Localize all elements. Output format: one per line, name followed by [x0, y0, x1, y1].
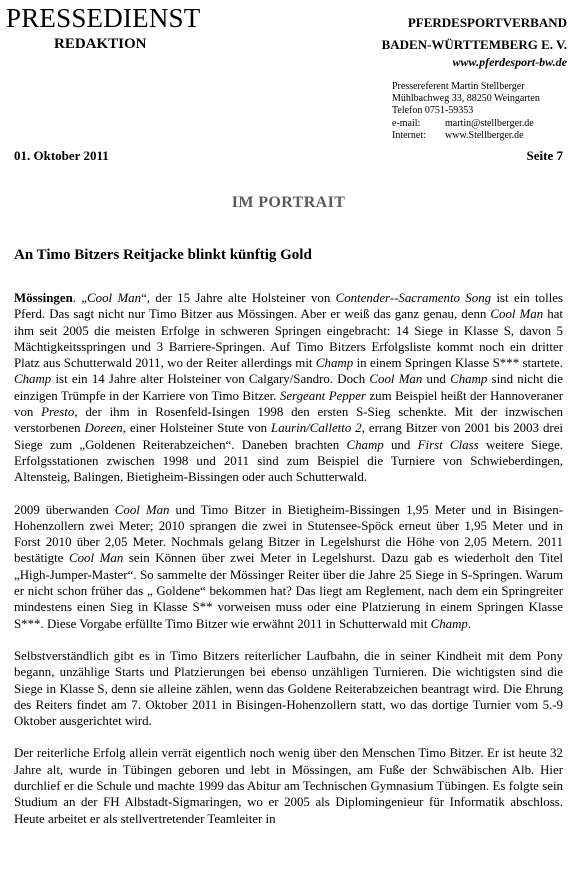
article-body: [14, 290, 563, 843]
article-paragraph: 2009 überwanden Cool Man und Timo Bitzer in Bietigheim-Bissingen 1,95 Meter und in Bisingen-Hohenzollern zwei Meter; 2010 sprangen die zwei in Stutensee-Spöck erneut über 1,95 Meter und in Forst 2010 über 2,05 Meter. Nochmals gelang Bitzer in Legelshurst die Höhe von 2,05 Metern. 2011 bestätigte Cool Man sein Können über zwei Meter in Legelshurst. Dazu gab es wiederholt den Titel „High-Jumper-Master“. So sammelte der Mössinger Reiter über die Jahre 25 Siege in S-Springen. Warum er nicht schon früher das „ Goldene“ bekommen hat? Das liegt am Reglement, nach dem ein Springreiter mindestens einen Sieg in Klasse S** vorweisen muss oder eine Platzierung in einem Springen Klasse S***. Diese Vorgabe erfüllte Timo Bitzer wie erwähnt 2011 in Schutterwald mit Champ.: [14, 502, 563, 631]
article-paragraph: Selbstverständlich gibt es in Timo Bitzers reiterlicher Laufbahn, die in seiner Kindheit mit dem Pony begann, unzählige Starts und Platzierungen bei ebenso unzähligen Turnieren. Die wichtigsten sind die Siege in Klasse S, denn sie alleine zählen, wenn das Goldene Reiterabzeichen beantragt wird. Die Ehrung des Reiters findet am 7. Oktober 2011 in Bisingen-Hohenzollern statt, wo das dortige Turnier vom 5.-9 Oktober ausgerichtet wird.: [14, 648, 563, 729]
horse-name: Cool Man: [87, 291, 142, 305]
horse-name: Champ: [346, 437, 384, 452]
article-paragraph: Der reiterliche Erfolg allein verrät eigentlich noch wenig über den Menschen Timo Bitzer. Er ist heute 32 Jahre alt, wurde in Tübingen geboren und lebt in Mössingen, am Fuße der Schwäbischen Alb. Hier durchlief er die Schule und machte 1999 das Abitur am Technischen Gymnasium Tübingen. Es folgte sein Studium an der FH Albstadt-Sigmaringen, wo er 2005 als Diplomingenieur für Informatik abschloss. Heute arbeitet er als stellvertretender Teamleiter in: [14, 746, 563, 826]
contact-email-row: [392, 118, 540, 130]
horse-name: Laurin/Calletto 2: [271, 421, 362, 436]
horse-name: Champ: [430, 616, 468, 631]
page-number: Seite 7: [526, 148, 563, 163]
horse-name: Cool Man: [114, 502, 170, 517]
issue-date: 01. Oktober 2011: [14, 148, 109, 163]
org-website: www.pferdesport-bw.de: [452, 55, 567, 69]
dateline-location: Mössingen: [14, 291, 73, 305]
brand-title: PRESSEDIENST: [6, 3, 201, 33]
horse-name: Cool Man: [69, 551, 124, 566]
contact-email: martin@stellberger.de: [445, 117, 534, 129]
horse-name: Doreen: [84, 421, 123, 436]
contact-internet-label: Internet:: [392, 129, 426, 141]
contact-phone: Telefon 0751-59353: [392, 105, 474, 117]
horse-name: First Class: [417, 437, 479, 452]
contact-email-label: e-mail:: [392, 117, 421, 129]
brand-subtitle: REDAKTION: [54, 36, 147, 52]
horse-name: Champ: [14, 372, 52, 387]
horse-name: Cool Man: [369, 372, 423, 387]
horse-name: Champ: [450, 372, 488, 387]
horse-name: Cool Man: [490, 307, 544, 322]
article-headline: An Timo Bitzers Reitjacke blinkt künftig Gold: [14, 247, 312, 263]
contact-role: Pressereferent Martin Stellberger: [392, 81, 525, 92]
horse-name: Presto: [41, 405, 75, 420]
horse-name: Sergeant Pepper: [279, 388, 366, 403]
contact-address: Mühlbachweg 33, 88250 Weingarten: [392, 93, 540, 105]
section-title: IM PORTRAIT: [231, 194, 346, 211]
contact-internet: www.Stellberger.de: [445, 129, 524, 141]
contact-block: [392, 81, 540, 142]
date-line: [14, 148, 563, 164]
article-paragraph: Mössingen. „Cool Man“, der 15 Jahre alte Holsteiner von Contender--Sacramento Song ist ein tolles Pferd. Das sagt nicht nur Timo Bitzer aus Mössingen. Aber er weiß das ganz genau, denn Cool Man hat ihm seit 2005 die meisten Erfolge in schweren Springen eingebracht: 14 Siege in Klasse S, davon 5 Mächtigkeitsspringen und 3 Barriere-Springen. Auf Timo Bitzers Erfolgsliste kommt noch ein dritter Platz aus Schutterwald 2011, wo der Reiter allerdings mit Champ in einem Springen Klasse S*** startete. Champ ist ein 14 Jahre alter Holsteiner von Calgary/Sandro. Doch Cool Man und Champ sind nicht die einzigen Trümpfe in der Karriere von Timo Bitzer. Sergeant Pepper zum Beispiel heißt der Hannoveraner von Presto, der ihm in Rosenfeld-Isingen 1998 den ersten S-Sieg schenkte. Mit der inzwischen verstorbenen Doreen, einer Holsteiner Stute von Laurin/Calletto 2, errang Bitzer von 2001 bis 2003 drei Siege zum „Goldenen Reiterabzeichen“. Daneben brachten Champ und First Class weitere Siege. Erfolgsstationen zwischen 1998 und 2011 sind zum Beispiel die Turniere von Schwieberdingen, Altensteig, Balingen, Bietigheim-Bissingen oder auch Schutterwald.: [14, 291, 564, 485]
horse-name: Contender--Sacramento Song: [335, 291, 492, 305]
horse-name: Champ: [315, 356, 354, 371]
org-name-line2: BADEN-WÜRTTEMBERG E. V.: [381, 37, 567, 52]
org-name-line1: PFERDESPORTVERBAND: [407, 15, 567, 30]
contact-internet-row: [392, 130, 540, 142]
